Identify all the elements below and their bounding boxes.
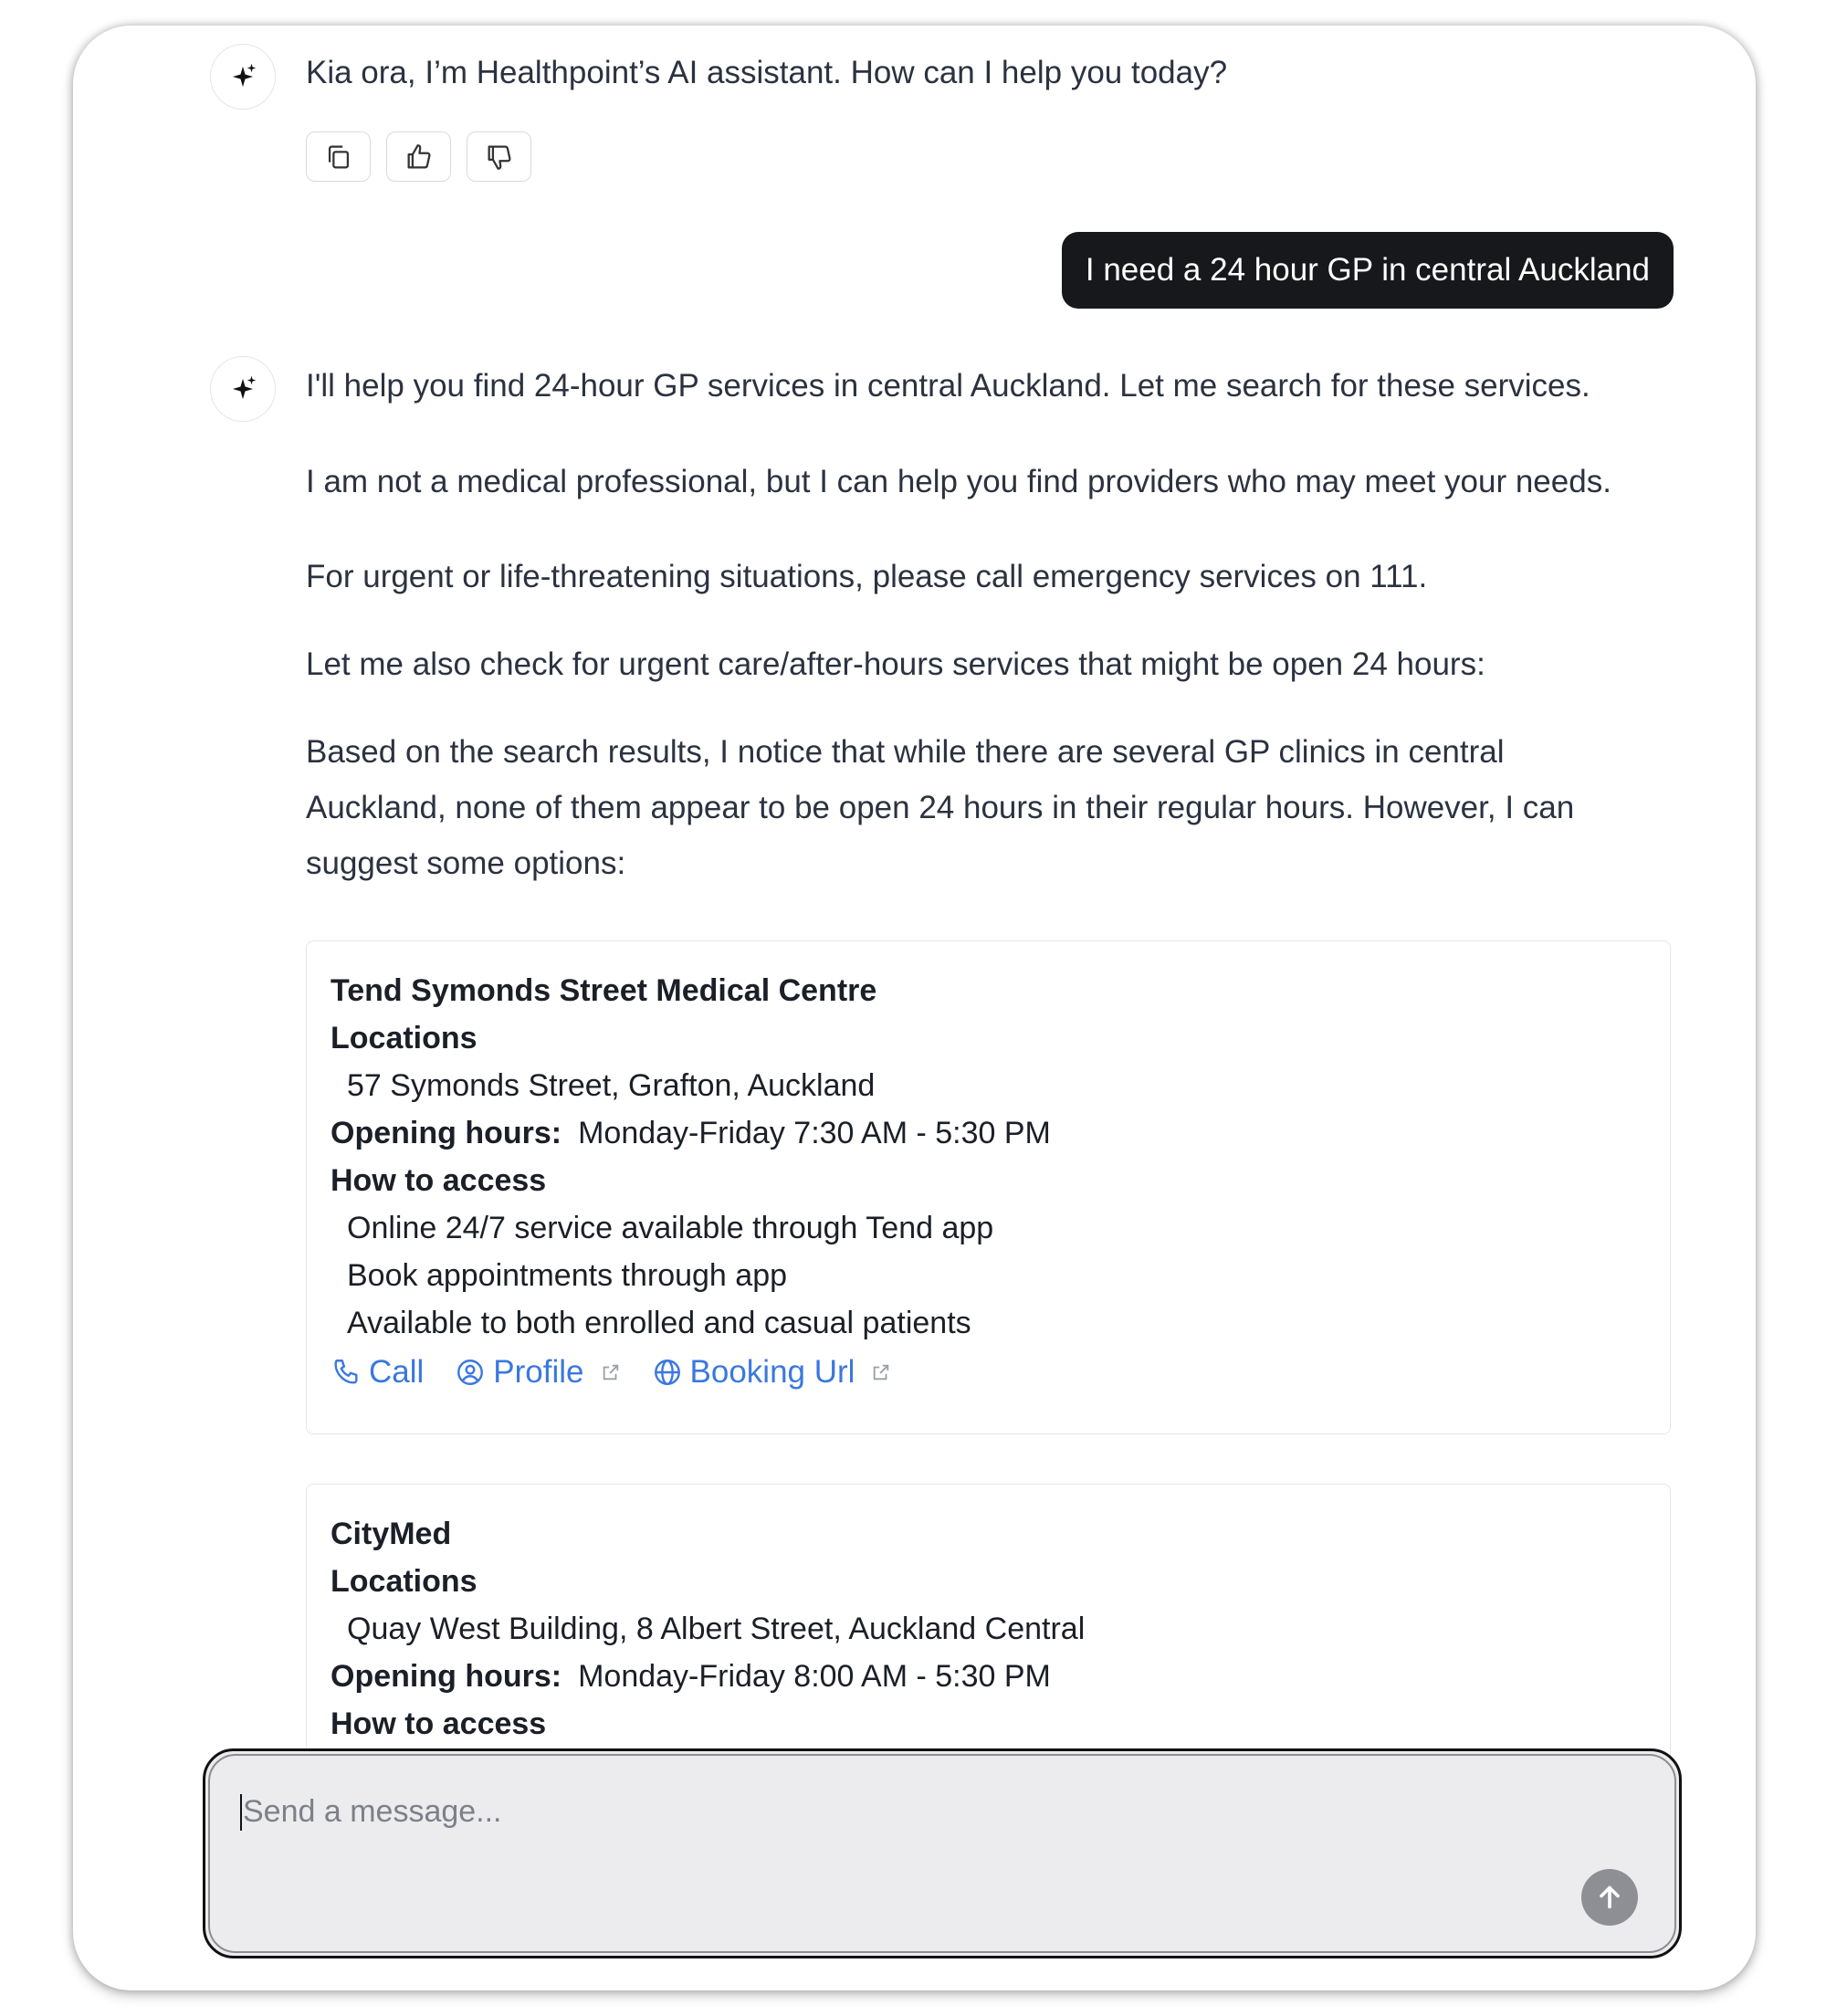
arrow-up-icon [1593, 1881, 1626, 1914]
send-button[interactable] [1581, 1869, 1638, 1926]
thumbs-down-icon [484, 142, 515, 173]
external-link-icon [601, 1362, 621, 1382]
reply-line: Based on the search results, I notice that while there are several GP clinics in central [306, 734, 1505, 770]
text-caret [240, 1794, 242, 1831]
provider-name: Tend Symonds Street Medical Centre [331, 973, 877, 1008]
booking-url-link[interactable] [652, 1354, 892, 1391]
provider-name: CityMed [331, 1517, 452, 1551]
profile-link-label: Profile [493, 1354, 584, 1390]
message-placeholder: Send a message... [243, 1794, 502, 1829]
thumbs-up-button[interactable] [386, 131, 451, 182]
thumbs-down-button[interactable] [467, 131, 531, 182]
reply-paragraph: I'll help you find 24-hour GP services in central Auckland. Let me search for these services. [306, 368, 1590, 404]
message-actions [306, 131, 531, 182]
reply-paragraph [306, 724, 1730, 891]
provider-location: 57 Symonds Street, Grafton, Auckland [347, 1068, 876, 1103]
user-message-bubble: I need a 24 hour GP in central Auckland [1062, 232, 1674, 309]
phone-icon [331, 1357, 362, 1388]
call-link[interactable] [331, 1354, 424, 1391]
assistant-avatar [210, 44, 276, 110]
message-list[interactable] [73, 26, 1756, 1990]
access-item: Available to both enrolled and casual patients [347, 1306, 971, 1340]
reply-paragraph: For urgent or life-threatening situations, please call emergency services on 111. [306, 559, 1428, 594]
globe-icon [652, 1357, 683, 1388]
provider-links [331, 1354, 1646, 1391]
opening-hours-label: Opening hours: [331, 1659, 562, 1694]
reply-line: suggest some options: [306, 845, 626, 881]
external-link-icon [871, 1362, 891, 1382]
access-item: Book appointments through app [347, 1258, 788, 1293]
opening-hours-value: Monday-Friday 7:30 AM - 5:30 PM [578, 1116, 1051, 1150]
assistant-avatar [210, 356, 276, 422]
provider-location: Quay West Building, 8 Albert Street, Auckland Central [347, 1612, 1086, 1646]
reply-paragraph: Let me also check for urgent care/after-hours services that might be open 24 hours: [306, 646, 1485, 682]
copy-button[interactable] [306, 131, 371, 182]
locations-label: Locations [331, 1021, 477, 1055]
sparkle-icon [226, 59, 260, 94]
reply-paragraph: I am not a medical professional, but I can help you find providers who may meet your needs. [306, 464, 1611, 499]
opening-hours-value: Monday-Friday 8:00 AM - 5:30 PM [578, 1659, 1051, 1694]
reply-line: Auckland, none of them appear to be open 24 hours in their regular hours. However, I can [306, 790, 1575, 825]
access-label: How to access [331, 1706, 547, 1741]
opening-hours-label: Opening hours: [331, 1116, 562, 1150]
message-input[interactable] [208, 1754, 1676, 1953]
access-item: Online 24/7 service available through Tend app [347, 1211, 994, 1245]
user-circle-icon [455, 1357, 486, 1388]
sparkle-icon [226, 372, 260, 406]
message-composer [203, 1748, 1682, 1958]
thumbs-up-icon [404, 142, 435, 173]
booking-url-label: Booking Url [689, 1354, 855, 1390]
access-label: How to access [331, 1163, 547, 1198]
locations-label: Locations [331, 1564, 477, 1599]
call-link-label: Call [369, 1354, 425, 1390]
assistant-greeting: Kia ora, I’m Healthpoint’s AI assistant. How can I help you today? [306, 55, 1228, 90]
opening-hours [331, 1109, 1646, 1157]
provider-card [306, 940, 1671, 1434]
profile-link[interactable] [455, 1354, 620, 1391]
chat-window [73, 26, 1756, 1990]
copy-icon [323, 142, 354, 173]
opening-hours [331, 1653, 1646, 1700]
